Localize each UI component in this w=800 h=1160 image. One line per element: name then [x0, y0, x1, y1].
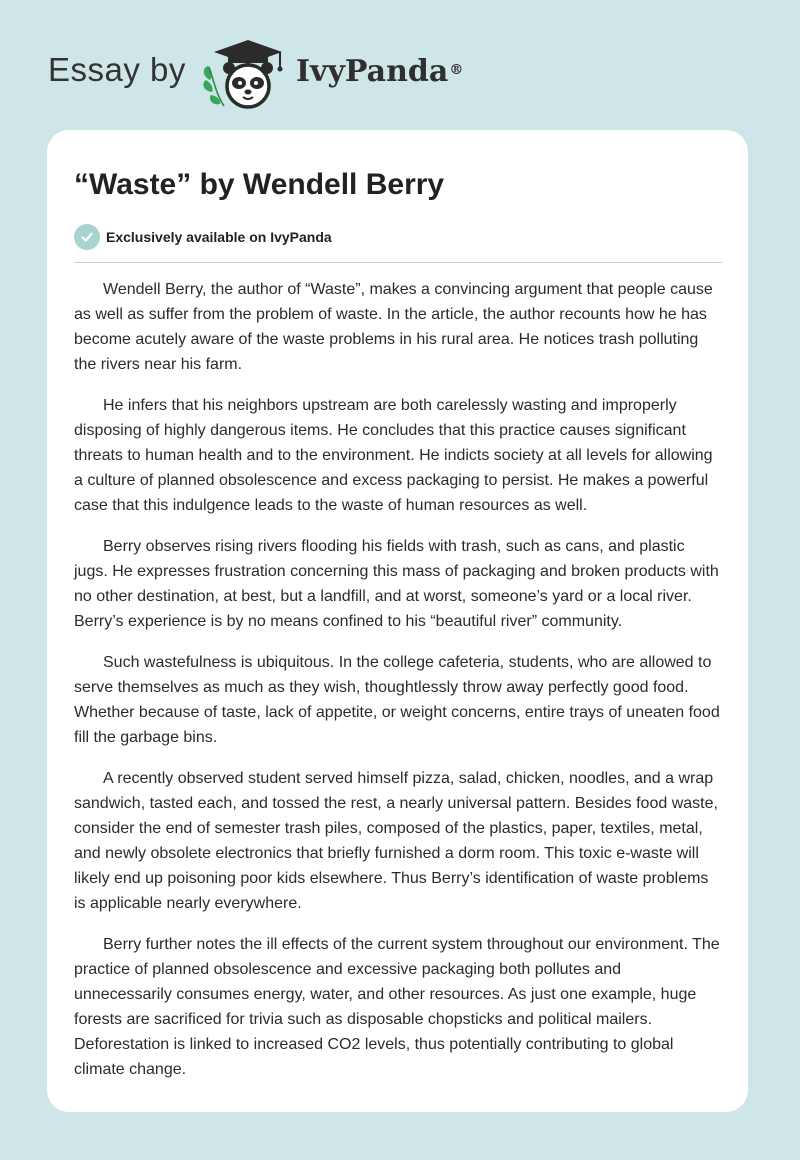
paragraph: A recently observed student served himself pizza, salad, chicken, noodles, and a wrap sandwich, tasted each, and tossed the rest, a nearly universal pattern. Besides food waste, consider the end of semester trash piles, composed of the plastics, paper, textiles, metal, and newly obsolete electronics that briefly furnished a dorm room. This toxic e-waste will likely end up poisoning poor kids elsewhere. Thus Berry’s identification of waste problems is applicable nearly everywhere. [74, 770, 718, 912]
brand-prefix: Essay by [48, 51, 186, 88]
brand-name-text: IvyPanda [296, 54, 449, 89]
brand-name[interactable] [296, 53, 463, 91]
check-icon [74, 224, 100, 250]
page-title: “Waste” by Wendell Berry [74, 168, 445, 201]
site-header [0, 0, 800, 120]
paragraph: Berry observes rising rivers flooding his fields with trash, such as cans, and plastic jugs. He expresses frustration concerning this mass of packaging and broken products with no other destination, at best, but a landfill, and at worst, someone’s yard or a local river. Berry’s experience is by no means confined to his “beautiful river” community. [74, 538, 719, 630]
paragraph: He infers that his neighbors upstream are both carelessly wasting and improperly disposing of highly dangerous items. He concludes that this practice causes significant threats to human health and to the environment. He indicts society at all levels for allowing a culture of planned obsolescence and excess packaging to persist. He makes a powerful case that this indulgence leads to the waste of human resources as well. [74, 397, 713, 514]
paragraph: Such wastefulness is ubiquitous. In the college cafeteria, students, who are allowed to serve themselves as much as they wish, thoughtlessly throw away perfectly good food. Whether because of taste, lack of appetite, or weight concerns, entire trays of uneaten food fill the garbage bins. [74, 654, 720, 746]
paragraph: Wendell Berry, the author of “Waste”, makes a convincing argument that people cause as well as suffer from the problem of waste. In the article, the author recounts how he has become acutely aware of the waste problems in his rural area. He notices trash polluting the rivers near his farm. [74, 281, 713, 373]
registered-mark: ® [449, 62, 464, 78]
paragraph: Berry further notes the ill effects of the current system throughout our environment. The practice of planned obsolescence and excessive packaging both pollutes and unnecessarily consumes energy, water, and other resources. As just one example, huge forests are sacrificed for trivia such as disposable chopsticks and political mailers. Deforestation is linked to increased CO2 levels, thus potentially contributing to global climate change. [74, 936, 720, 1078]
divider [74, 262, 722, 263]
essay-card [47, 130, 748, 1112]
panda-logo-icon[interactable] [200, 36, 292, 110]
essay-body [74, 277, 722, 1082]
exclusive-label: Exclusively available on IvyPanda [106, 229, 332, 245]
exclusive-badge [74, 223, 722, 251]
